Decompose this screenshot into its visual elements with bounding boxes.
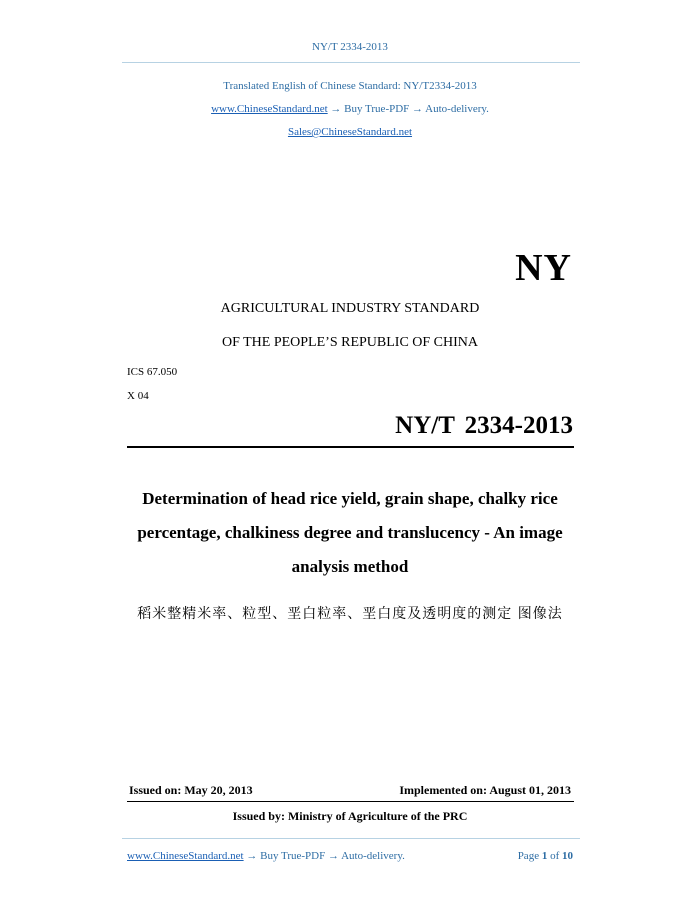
org-line-2: OF THE PEOPLE’S REPUBLIC OF CHINA — [221, 335, 479, 350]
bottom-rule — [122, 838, 580, 839]
page-indicator — [518, 850, 573, 862]
issued-on: Issued on: May 20, 2013 — [129, 783, 253, 797]
standard-number: NY/T 2334-2013 — [395, 412, 573, 439]
number-rule — [127, 446, 574, 448]
chinese-title: 稻米整精米率、粒型、垩白粒率、垩白度及透明度的测定 图像法 — [137, 606, 563, 622]
page-current: 1 — [541, 850, 548, 862]
footer-promo-suffix: → Buy True-PDF → Auto-delivery. — [243, 850, 405, 862]
title-line-3: analysis method — [291, 557, 409, 576]
title-line-1: Determination of head rice yield, grain shape, chalky rice — [142, 489, 558, 508]
email-link[interactable]: Sales@ChineseStandard.net — [287, 126, 413, 138]
org-line-1: AGRICULTURAL INDUSTRY STANDARD — [220, 301, 480, 316]
implemented-on: Implemented on: August 01, 2013 — [399, 783, 571, 797]
promo-line — [0, 103, 700, 115]
ny-mark: NY — [515, 247, 572, 289]
ics-code: ICS 67.050 — [127, 366, 178, 378]
footer-rule — [127, 801, 574, 802]
translated-line: Translated English of Chinese Standard: NY/T2334-2013 — [223, 80, 477, 92]
running-header: NY/T 2334-2013 — [312, 41, 388, 53]
issued-by: Issued by: Ministry of Agriculture of the PRC — [232, 809, 468, 823]
bottom-promo — [127, 850, 405, 862]
promo-suffix: → Buy True-PDF → Auto-delivery. — [327, 103, 489, 115]
class-code: X 04 — [127, 390, 149, 402]
header-rule — [122, 62, 580, 63]
title-line-2: percentage, chalkiness degree and translucency - An image — [137, 523, 563, 542]
page-of: of — [550, 850, 560, 862]
email-line — [0, 126, 700, 138]
site-link[interactable]: www.ChineseStandard.net — [211, 103, 328, 115]
page-total: 10 — [562, 850, 573, 862]
footer-site-link[interactable]: www.ChineseStandard.net — [127, 850, 244, 862]
page-word: Page — [517, 850, 540, 862]
